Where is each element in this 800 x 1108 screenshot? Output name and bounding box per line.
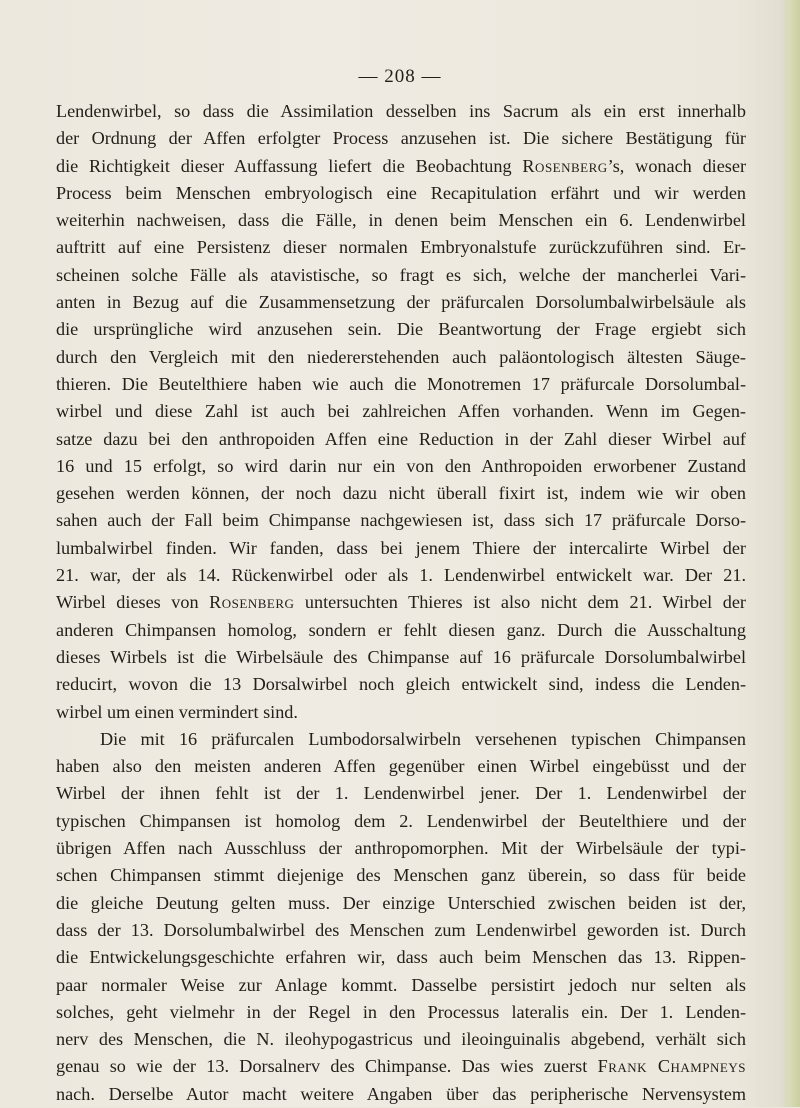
- text-line: Die mit 16 präfurcalen Lumbodorsalwirbeln versehenen typischen Chimpansen: [100, 728, 746, 749]
- text-segment: untersuchten Thieres ist also nicht dem 21. Wirbel der: [294, 592, 746, 613]
- text-line: nerv des Menschen, die N. ileohypogastricus und ileoinguinalis abgebend, verhält sich: [56, 1029, 746, 1050]
- text-line: scheinen solche Fälle als atavistische, so fragt es sich, welche der mancherlei Vari-: [56, 264, 746, 285]
- text-line: auftritt auf eine Persistenz dieser normalen Embryonalstufe zurückzuführen sind. Er-: [56, 237, 746, 258]
- author-name: Rosenberg: [522, 155, 608, 176]
- text-line: [56, 153, 746, 180]
- author-name: Rosenberg: [209, 592, 295, 613]
- text-line: sahen auch der Fall beim Chimpanse nachgewiesen ist, dass sich 17 präfurcale Dorso-: [56, 510, 746, 531]
- text-line: thieren. Die Beutelthiere haben wie auch die Monotremen 17 präfurcale Dorsolumbal-: [56, 373, 746, 394]
- text-line: dieses Wirbels ist die Wirbelsäule des Chimpanse auf 16 präfurcale Dorsolumbalwirbel: [56, 646, 746, 667]
- page-number: — 208 —: [358, 66, 442, 87]
- text-line: haben also den meisten anderen Affen gegenüber einen Wirbel eingebüsst und der: [56, 756, 746, 777]
- text-line: solches, geht vielmehr in der Regel in den Processus lateralis ein. Der 1. Lenden-: [56, 1001, 746, 1022]
- text-line: Wirbel der ihnen fehlt ist der 1. Lendenwirbel jener. Der 1. Lendenwirbel der: [56, 783, 746, 804]
- text-line: gesehen werden können, der noch dazu nicht überall fixirt ist, indem wie wir oben: [56, 483, 746, 504]
- text-line: nach. Derselbe Autor macht weitere Angaben über das peripherische Nervensystem: [56, 1083, 746, 1104]
- text-line: Process beim Menschen embryologisch eine Recapitulation erfährt und wir werden: [56, 182, 746, 203]
- text-segment: Wirbel dieses von: [56, 592, 210, 613]
- text-line: wirbel um einen vermindert sind.: [56, 701, 298, 722]
- text-segment: genau so wie der 13. Dorsalnerv des Chimpanse. Das wies zuerst: [56, 1056, 598, 1077]
- text-line: übrigen Affen nach Ausschluss der anthropomorphen. Mit der Wirbelsäule der typi-: [56, 838, 746, 859]
- text-line: typischen Chimpansen ist homolog dem 2. Lendenwirbel der Beutelthiere und der: [56, 810, 746, 831]
- text-line: der Ordnung der Affen erfolgter Process anzusehen ist. Die sichere Bestätigung für: [56, 128, 746, 149]
- text-line: reducirt, wovon die 13 Dorsalwirbel noch gleich entwickelt sind, indess die Lenden-: [56, 674, 746, 695]
- text-segment: ’s, wonach dieser: [607, 155, 746, 176]
- text-line: [56, 589, 746, 616]
- text-line: die Entwickelungsgeschichte erfahren wir, dass auch beim Menschen das 13. Rippen-: [56, 947, 746, 968]
- text-line: schen Chimpansen stimmt diejenige des Menschen ganz überein, so dass für beide: [56, 865, 746, 886]
- text-line: 16 und 15 erfolgt, so wird darin nur ein von den Anthropoiden erworbener Zustand: [56, 455, 746, 476]
- text-line: lumbalwirbel finden. Wir fanden, dass bei jenem Thiere der intercalirte Wirbel der: [56, 537, 746, 558]
- page-edge-shadow: [782, 0, 800, 1107]
- body-text: [56, 98, 746, 1108]
- text-line: die gleiche Deutung gelten muss. Der einzige Unterschied zwischen beiden ist der,: [56, 892, 746, 913]
- text-line: Lendenwirbel, so dass die Assimilation desselben ins Sacrum als ein erst innerhalb: [56, 101, 746, 121]
- text-line: dass der 13. Dorsolumbalwirbel des Menschen zum Lendenwirbel geworden ist. Durch: [56, 919, 746, 940]
- text-line: durch den Vergleich mit den niedererstehenden auch paläontologisch ältesten Säuge-: [56, 346, 746, 367]
- text-line: [56, 1053, 746, 1080]
- text-line: satze dazu bei den anthropoiden Affen eine Reduction in der Zahl dieser Wirbel auf: [56, 428, 746, 449]
- text-segment: die Richtigkeit dieser Auffassung liefert die Beobachtung: [56, 155, 523, 176]
- author-name: Frank Champneys: [597, 1056, 746, 1077]
- text-line: weiterhin nachweisen, dass die Fälle, in denen beim Menschen ein 6. Lendenwirbel: [56, 210, 746, 231]
- text-line: paar normaler Weise zur Anlage kommt. Dasselbe persistirt jedoch nur selten als: [56, 974, 746, 995]
- text-line: wirbel und diese Zahl ist auch bei zahlreichen Affen vorhanden. Wenn im Gegen-: [56, 401, 746, 422]
- text-line: anten in Bezug auf die Zusammensetzung der präfurcalen Dorsolumbalwirbelsäule als: [56, 292, 746, 313]
- text-line: die ursprüngliche wird anzusehen sein. Die Beantwortung der Frage ergiebt sich: [56, 319, 746, 340]
- text-line: anderen Chimpansen homolog, sondern er fehlt diesen ganz. Durch die Ausschaltung: [56, 619, 746, 640]
- text-line: 21. war, der als 14. Rückenwirbel oder als 1. Lendenwirbel entwickelt war. Der 21.: [56, 565, 746, 586]
